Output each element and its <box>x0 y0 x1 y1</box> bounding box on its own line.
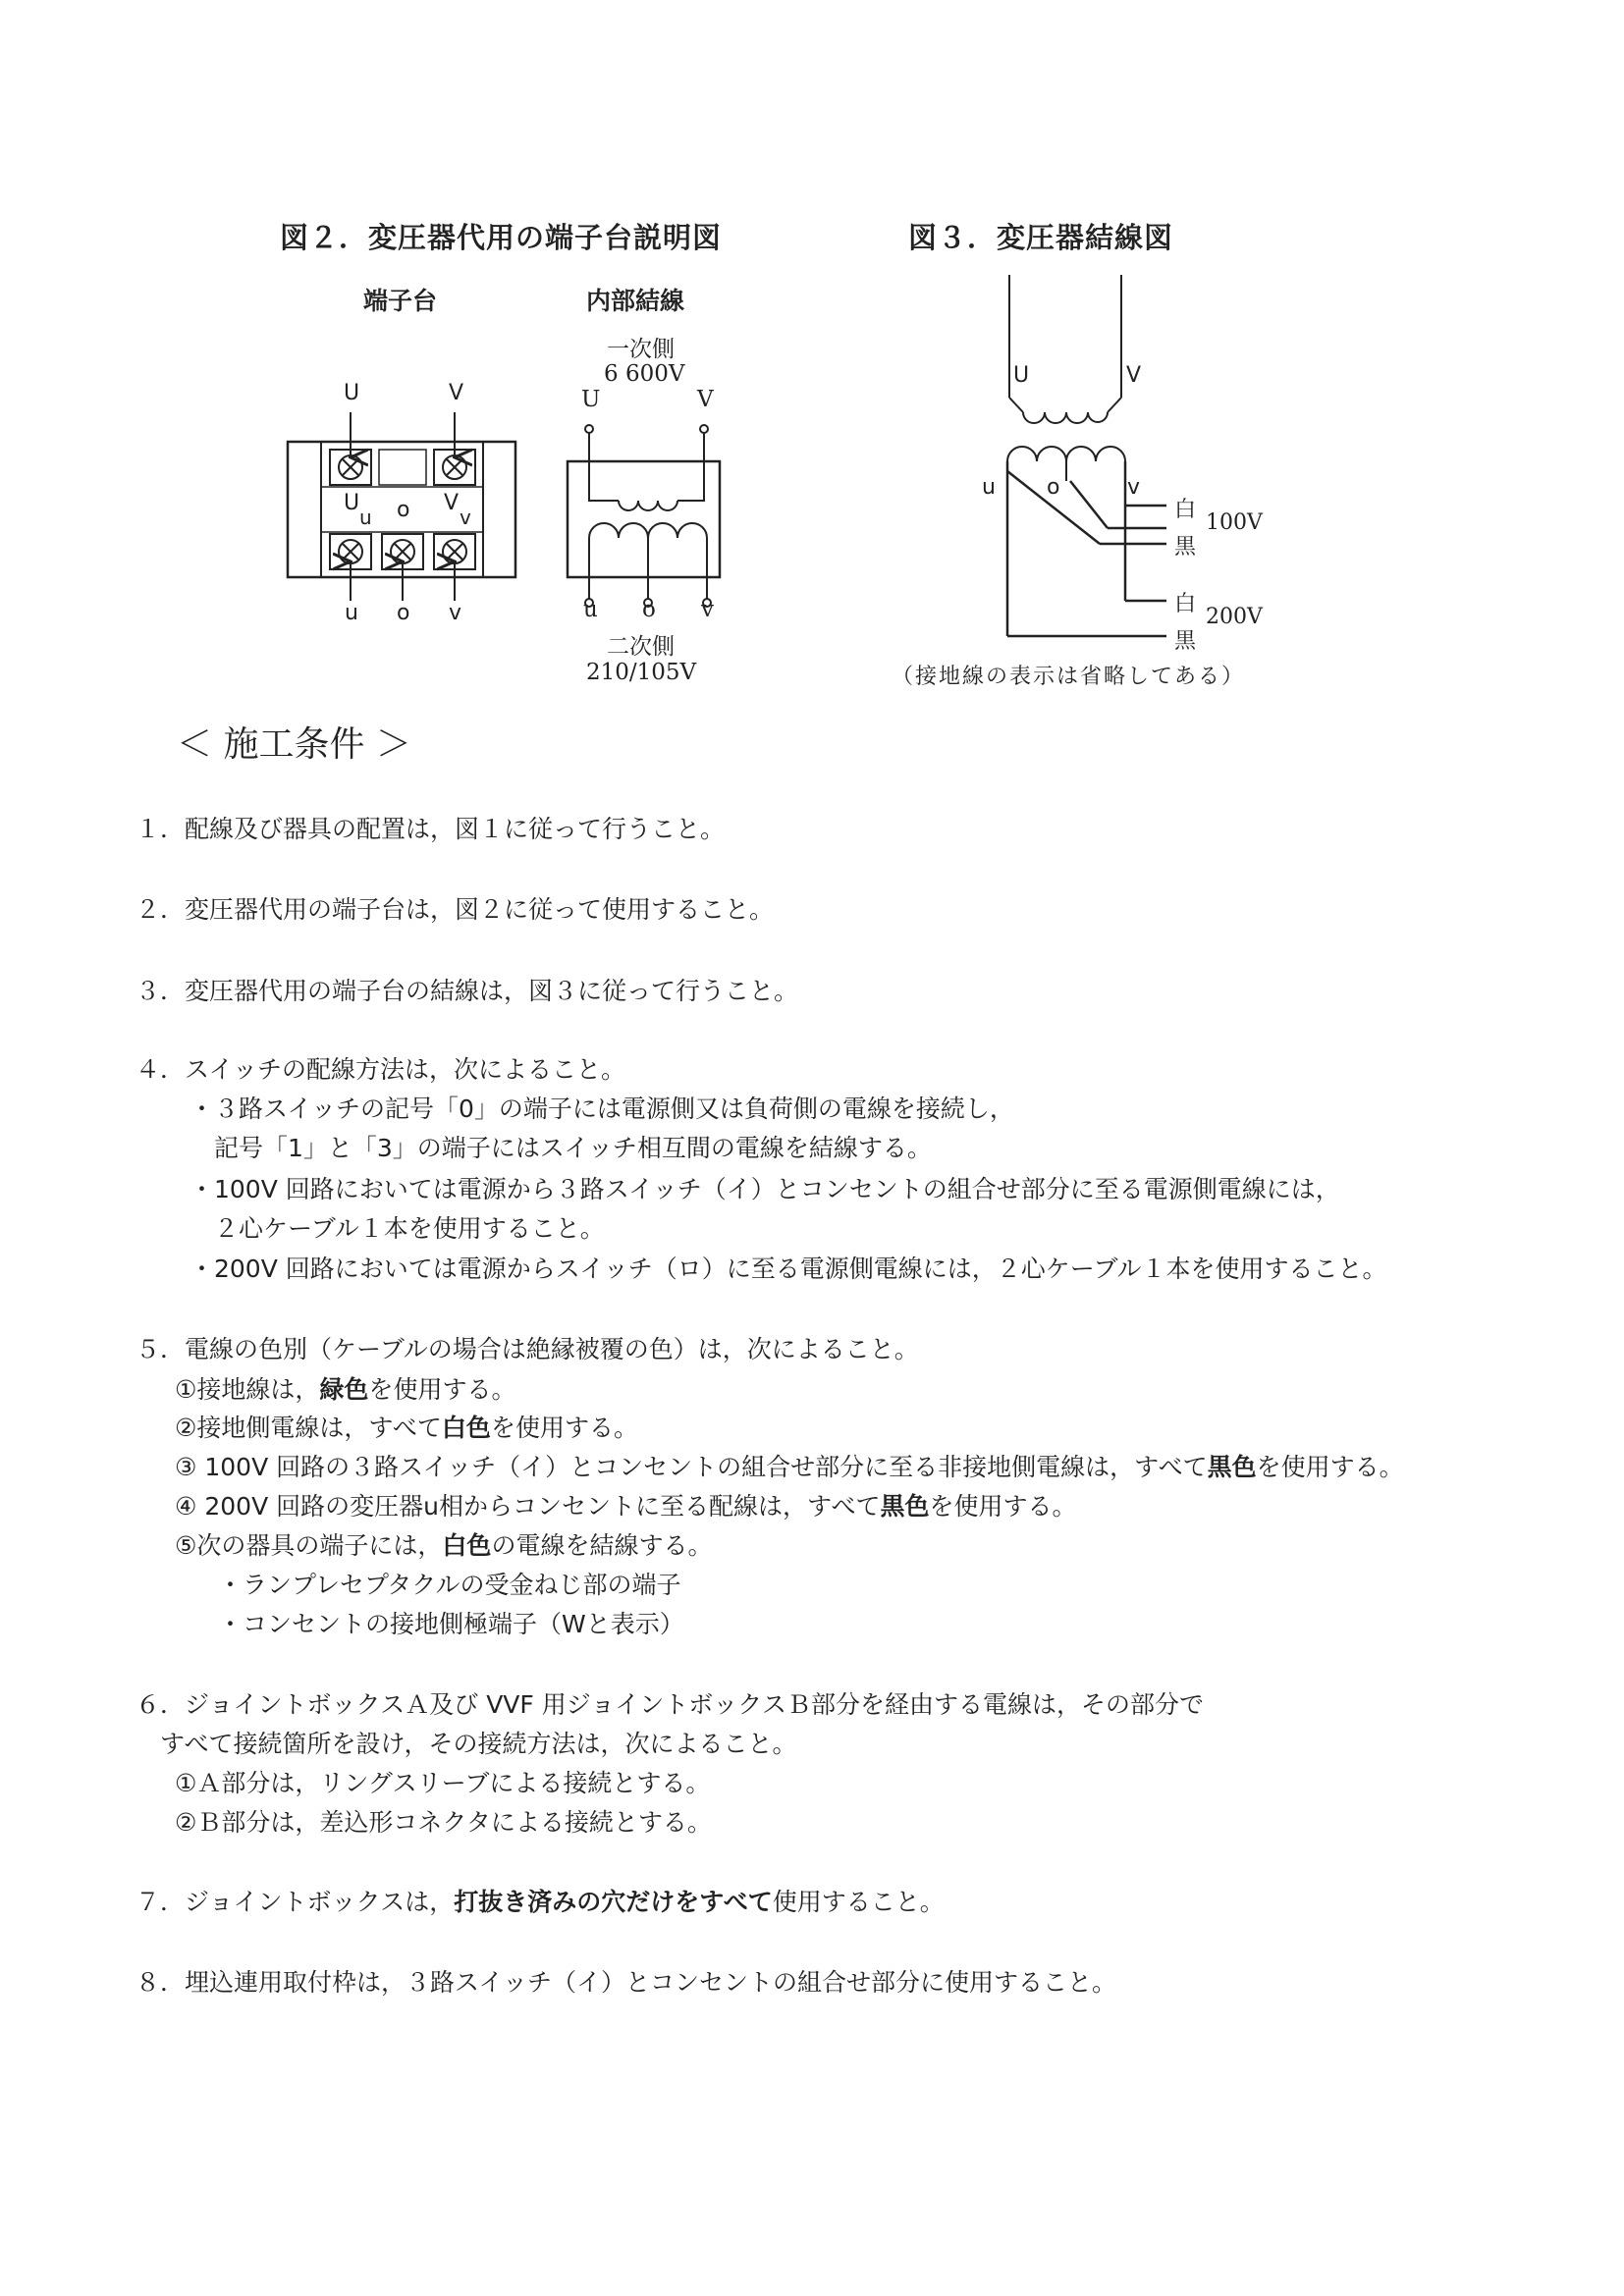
fig3-black2: 黒 <box>1174 629 1197 654</box>
condition-5-1-a: ①接地線は， <box>175 1375 320 1404</box>
fig3-200v: 200V <box>1206 605 1263 629</box>
condition-5-3 <box>175 1448 1404 1487</box>
fig3-white2: 白 <box>1174 592 1197 616</box>
condition-4-bullet-2: ・100V 回路においては電源から３路スイッチ（イ）とコンセントの組合せ部分に至る電源側電線には， <box>189 1175 1340 1203</box>
condition-5-5-bullet-2: ・コンセントの接地側極端子（Wと表示） <box>218 1610 684 1638</box>
fig2-secondary-side: 二次側 <box>607 634 675 660</box>
condition-5-2-kw: 白色 <box>441 1414 491 1442</box>
condition-5: ５．電線の色別（ケーブルの場合は絶縁被覆の色）は，次によること。 <box>135 1335 919 1363</box>
condition-5-1-b: を使用する。 <box>368 1375 516 1404</box>
fig3-V: V <box>1126 363 1142 388</box>
condition-7-b: 使用すること。 <box>772 1888 945 1916</box>
condition-5-4 <box>175 1487 1077 1526</box>
condition-5-5 <box>175 1526 712 1566</box>
condition-4-bullet-3: ・200V 回路においては電源からスイッチ（ロ）に至る電源側電線には，２心ケーブル１本を使用すること。 <box>189 1255 1387 1283</box>
fig2-top-V: V <box>449 381 464 405</box>
fig3-o: o <box>1047 475 1060 500</box>
fig3-black1: 黒 <box>1174 535 1197 560</box>
fig2-mid-V: V <box>444 491 460 515</box>
condition-5-2-a: ②接地側電線は，すべて <box>175 1414 442 1442</box>
fig3-u: u <box>982 475 996 500</box>
condition-6-1: ①Ａ部分は，リングスリーブによる接続とする。 <box>175 1769 711 1797</box>
fig2-bot-v: v <box>449 601 462 625</box>
condition-7-kw: 打抜き済みの穴だけをすべて <box>454 1888 773 1916</box>
condition-5-2-b: を使用する。 <box>490 1414 638 1442</box>
condition-6-cont: すべて接続箇所を設け，その接続方法は，次によること。 <box>160 1730 797 1758</box>
condition-1: １．配線及び器具の配置は，図１に従って行うこと。 <box>135 815 726 843</box>
condition-4-bullet-1: ・３路スイッチの記号「0」の端子には電源側又は負荷側の電線を接続し， <box>189 1095 1014 1123</box>
fig2-mid-U: U <box>344 491 360 515</box>
fig3-U: U <box>1013 363 1030 388</box>
condition-5-5-a: ⑤次の器具の端子には， <box>175 1531 443 1560</box>
fig2-int-U: U <box>581 387 601 412</box>
condition-6: ６．ジョイントボックスＡ及び VVF 用ジョイントボックスＢ部分を経由する電線は，その部分で <box>135 1690 1204 1719</box>
fig2-int-V: V <box>697 387 714 412</box>
condition-7 <box>135 1883 945 1922</box>
condition-4-bullet-2-cont: ２心ケーブル１本を使用すること。 <box>214 1214 605 1243</box>
conditions-heading: ＜ 施工条件 ＞ <box>177 724 411 765</box>
condition-7-a: ７．ジョイントボックスは， <box>135 1888 455 1916</box>
fig2-mid-v: v <box>460 506 471 529</box>
condition-3: ３．変圧器代用の端子台の結線は，図３に従って行うこと。 <box>135 977 799 1005</box>
fig2-mid-o: o <box>397 498 410 522</box>
fig2-top-U: U <box>344 381 360 405</box>
fig2-terminal-label: 端子台 <box>363 287 438 315</box>
fig3-title: 図３．変圧器結線図 <box>908 221 1174 254</box>
condition-5-1 <box>175 1370 515 1410</box>
fig3-white1: 白 <box>1174 498 1197 522</box>
fig2-int-v: v <box>701 597 714 622</box>
fig2-primary-side: 一次側 <box>607 337 675 362</box>
condition-5-4-b: を使用する。 <box>929 1492 1077 1521</box>
fig2-int-o: o <box>642 597 656 622</box>
internal-wiring-box <box>568 461 720 577</box>
fig2-int-u: u <box>583 597 598 622</box>
condition-6-2: ②Ｂ部分は，差込形コネクタによる接続とする。 <box>175 1808 712 1837</box>
fig2-title: 図２．変圧器代用の端子台説明図 <box>280 221 723 254</box>
fig3-v: v <box>1127 475 1141 500</box>
condition-5-5-bullet-1: ・ランプレセプタクルの受金ねじ部の端子 <box>218 1571 681 1599</box>
condition-2: ２．変圧器代用の端子台は，図２に従って使用すること。 <box>135 895 775 924</box>
fig2-mid-u: u <box>359 506 372 529</box>
condition-5-4-a: ④ 200V 回路の変圧器u相からコンセントに至る配線は，すべて <box>175 1492 881 1521</box>
condition-8: ８．埋込連用取付枠は，３路スイッチ（イ）とコンセントの組合せ部分に使用すること。 <box>135 1968 1117 1997</box>
fig3-100v: 100V <box>1206 510 1263 535</box>
condition-5-5-kw: 白色 <box>442 1531 492 1560</box>
condition-4: ４．スイッチの配線方法は，次によること。 <box>135 1055 626 1084</box>
condition-4-bullet-1-cont: 記号「1」と「3」の端子にはスイッチ相互間の電線を結線する。 <box>214 1134 932 1162</box>
condition-5-3-b: を使用する。 <box>1256 1453 1404 1481</box>
fig2-bot-o: o <box>397 601 410 625</box>
condition-5-1-kw: 緑色 <box>319 1375 369 1404</box>
fig2-internal-label: 内部結線 <box>586 287 685 315</box>
fig2-secondary-voltage: 210/105V <box>586 660 697 685</box>
fig3-note: （接地線の表示は省略してある） <box>892 665 1246 689</box>
condition-5-4-kw: 黒色 <box>880 1492 930 1521</box>
fig2-bot-u: u <box>345 601 358 625</box>
condition-5-2 <box>175 1409 638 1448</box>
condition-5-3-kw: 黒色 <box>1207 1453 1257 1481</box>
fig3-transformer-diagram <box>1007 275 1166 636</box>
condition-5-5-b: の電線を結線する。 <box>491 1531 713 1560</box>
condition-5-3-a: ③ 100V 回路の３路スイッチ（イ）とコンセントの組合せ部分に至る非接地側電線は，すべて <box>175 1453 1208 1481</box>
fig2-primary-voltage: 6 600V <box>604 361 685 387</box>
